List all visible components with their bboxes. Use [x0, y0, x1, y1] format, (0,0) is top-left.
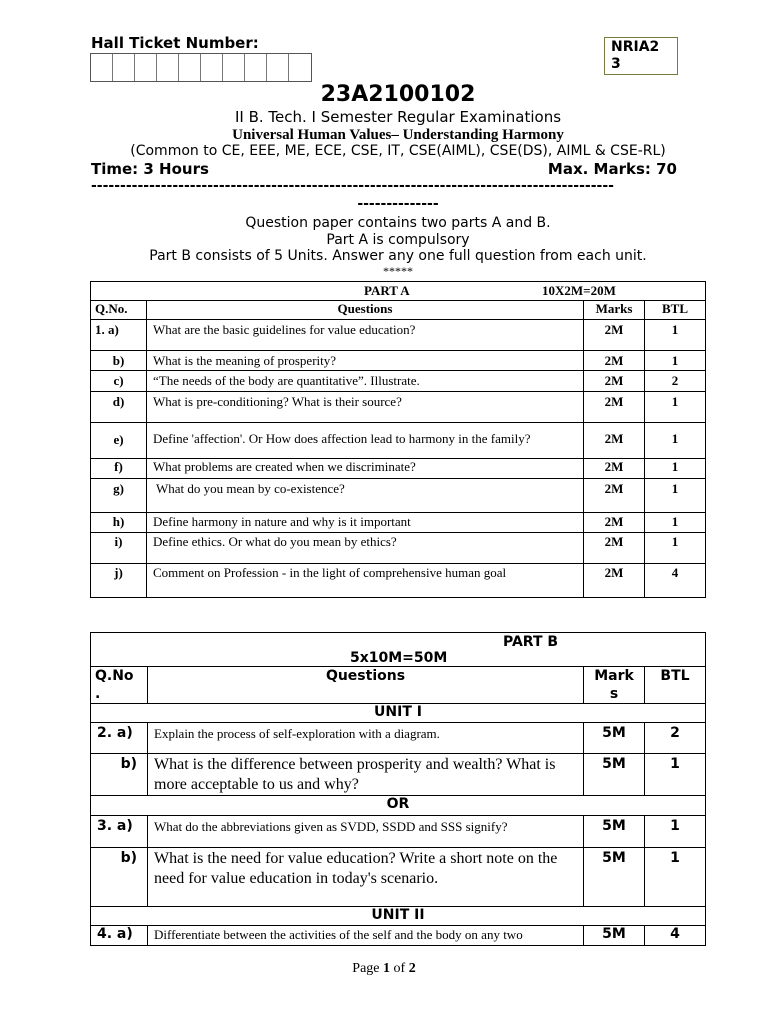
max-marks-label: Max. Marks: 70	[547, 160, 677, 178]
question-btl: 1	[645, 848, 706, 907]
page-word: Page	[352, 961, 384, 976]
table-row	[91, 848, 706, 907]
question-number: b)	[91, 754, 148, 796]
question-marks: 2M	[584, 564, 645, 598]
question-btl: 1	[645, 816, 706, 848]
separator-line: ------------------------------------------------------------------------------------------	[91, 178, 614, 194]
question-marks: 2M	[584, 533, 645, 564]
question-marks: 2M	[584, 392, 645, 423]
question-text: “The needs of the body are quantitative”. Illustrate.	[147, 371, 584, 392]
col-header-marks: Marks	[584, 301, 645, 320]
subject-title: Universal Human Values– Understanding Harmony	[232, 127, 564, 143]
ticket-digit-box[interactable]	[91, 54, 113, 81]
question-text: Define 'affection'. Or How does affection lead to harmony in the family?	[147, 423, 584, 459]
question-btl: 4	[645, 564, 706, 598]
table-row	[91, 816, 706, 848]
part-a-table	[90, 281, 706, 598]
question-marks: 2M	[584, 513, 645, 533]
instruction-line: Part B consists of 5 Units. Answer any one full question from each unit.	[149, 248, 647, 264]
question-number: 2. a)	[91, 723, 148, 754]
question-btl: 1	[645, 479, 706, 513]
table-row	[91, 371, 706, 392]
unit-heading: UNIT I	[91, 704, 706, 723]
question-btl: 1	[645, 320, 706, 351]
question-number: b)	[91, 848, 148, 907]
question-marks: 5M	[584, 848, 645, 907]
time-marks-line	[91, 160, 677, 178]
part-a-marks-scheme: 10X2M=20M	[542, 283, 616, 298]
col-header-marks: Mark s	[584, 667, 645, 704]
question-btl: 1	[645, 513, 706, 533]
ticket-digit-box[interactable]	[201, 54, 223, 81]
question-marks: 5M	[584, 754, 645, 796]
table-row	[91, 754, 706, 796]
branches-line: (Common to CE, EEE, ME, ECE, CSE, IT, CSE(AIML), CSE(DS), AIML & CSE-RL)	[130, 143, 666, 159]
question-number: b)	[91, 351, 147, 371]
page-number: 1	[383, 961, 391, 976]
question-number: 4. a)	[91, 926, 148, 946]
question-text: What is pre-conditioning? What is their source?	[147, 392, 584, 423]
instruction-line: Question paper contains two parts A and B.	[245, 215, 551, 231]
question-number: g)	[91, 479, 147, 513]
ticket-digit-box[interactable]	[267, 54, 289, 81]
question-text: Explain the process of self-exploration with a diagram.	[148, 723, 584, 754]
part-a-title: PART A	[364, 283, 410, 298]
question-text: What do you mean by co-existence?	[147, 479, 584, 513]
question-text: What is the difference between prosperity and wealth? What is more acceptable to us and why?	[148, 754, 584, 796]
question-marks: 2M	[584, 371, 645, 392]
question-text: What is the need for value education? Write a short note on the need for value education in today's scenario.	[148, 848, 584, 907]
table-row	[91, 926, 706, 946]
question-btl: 2	[645, 723, 706, 754]
question-marks: 2M	[584, 479, 645, 513]
question-text: Differentiate between the activities of the self and the body on any two	[148, 926, 584, 946]
question-number: h)	[91, 513, 147, 533]
question-number: e)	[91, 423, 147, 459]
of-word: of	[390, 961, 409, 976]
col-header-btl: BTL	[645, 301, 706, 320]
col-header-questions: Questions	[148, 667, 584, 704]
table-row	[91, 423, 706, 459]
time-label: Time: 3 Hours	[91, 160, 209, 178]
question-btl: 1	[645, 423, 706, 459]
or-separator: OR	[91, 796, 706, 816]
unit-heading: UNIT II	[91, 907, 706, 926]
question-marks: 5M	[584, 723, 645, 754]
paper-code: 23A2100102	[320, 82, 476, 107]
question-number: d)	[91, 392, 147, 423]
ticket-digit-box[interactable]	[289, 54, 311, 81]
paper-code-box: NRIA2 3	[604, 37, 678, 75]
page-footer	[0, 961, 768, 977]
table-row	[91, 533, 706, 564]
question-marks: 2M	[584, 423, 645, 459]
part-a-header	[91, 282, 706, 301]
question-marks: 5M	[584, 926, 645, 946]
page-total: 2	[408, 961, 416, 976]
stars-divider: *****	[383, 264, 413, 278]
ticket-digit-box[interactable]	[157, 54, 179, 81]
question-number: i)	[91, 533, 147, 564]
question-number: j)	[91, 564, 147, 598]
question-marks: 2M	[584, 351, 645, 371]
question-btl: 1	[645, 351, 706, 371]
part-b-title: PART B	[503, 634, 559, 650]
question-text: What do the abbreviations given as SVDD, SSDD and SSS signify?	[148, 816, 584, 848]
table-row	[91, 723, 706, 754]
ticket-digit-box[interactable]	[223, 54, 245, 81]
question-text: What is the meaning of prosperity?	[147, 351, 584, 371]
instruction-line: Part A is compulsory	[326, 232, 470, 248]
hall-ticket-boxes[interactable]	[90, 53, 312, 82]
question-text: Define ethics. Or what do you mean by ethics?	[147, 533, 584, 564]
question-text: Define harmony in nature and why is it important	[147, 513, 584, 533]
question-text: What are the basic guidelines for value education?	[147, 320, 584, 351]
question-text: Comment on Profession - in the light of comprehensive human goal	[147, 564, 584, 598]
col-header-qno: Q.No .	[91, 667, 148, 704]
table-row	[91, 479, 706, 513]
question-text: What problems are created when we discriminate?	[147, 459, 584, 479]
question-btl: 1	[645, 392, 706, 423]
table-row	[91, 513, 706, 533]
separator-line-continued: --------------	[357, 196, 439, 212]
question-marks: 2M	[584, 320, 645, 351]
question-btl: 1	[645, 459, 706, 479]
ticket-digit-box[interactable]	[113, 54, 135, 81]
ticket-digit-box[interactable]	[135, 54, 157, 81]
table-row	[91, 392, 706, 423]
question-number: f)	[91, 459, 147, 479]
question-marks: 2M	[584, 459, 645, 479]
ticket-digit-box[interactable]	[179, 54, 201, 81]
part-b-header	[91, 633, 706, 667]
part-b-table	[90, 632, 706, 946]
col-header-questions: Questions	[147, 301, 584, 320]
question-btl: 4	[645, 926, 706, 946]
question-number: c)	[91, 371, 147, 392]
question-number: 3. a)	[91, 816, 148, 848]
part-b-marks-scheme: 5x10M=50M	[350, 650, 448, 666]
question-marks: 5M	[584, 816, 645, 848]
question-btl: 1	[645, 754, 706, 796]
table-row	[91, 320, 706, 351]
table-row	[91, 459, 706, 479]
table-row	[91, 351, 706, 371]
hall-ticket-label: Hall Ticket Number:	[91, 34, 259, 52]
col-header-qno: Q.No.	[91, 301, 147, 320]
question-btl: 1	[645, 533, 706, 564]
col-header-btl: BTL	[645, 667, 706, 704]
question-btl: 2	[645, 371, 706, 392]
question-number: 1. a)	[91, 320, 147, 351]
ticket-digit-box[interactable]	[245, 54, 267, 81]
exam-title: II B. Tech. I Semester Regular Examinations	[234, 108, 562, 126]
table-row	[91, 564, 706, 598]
